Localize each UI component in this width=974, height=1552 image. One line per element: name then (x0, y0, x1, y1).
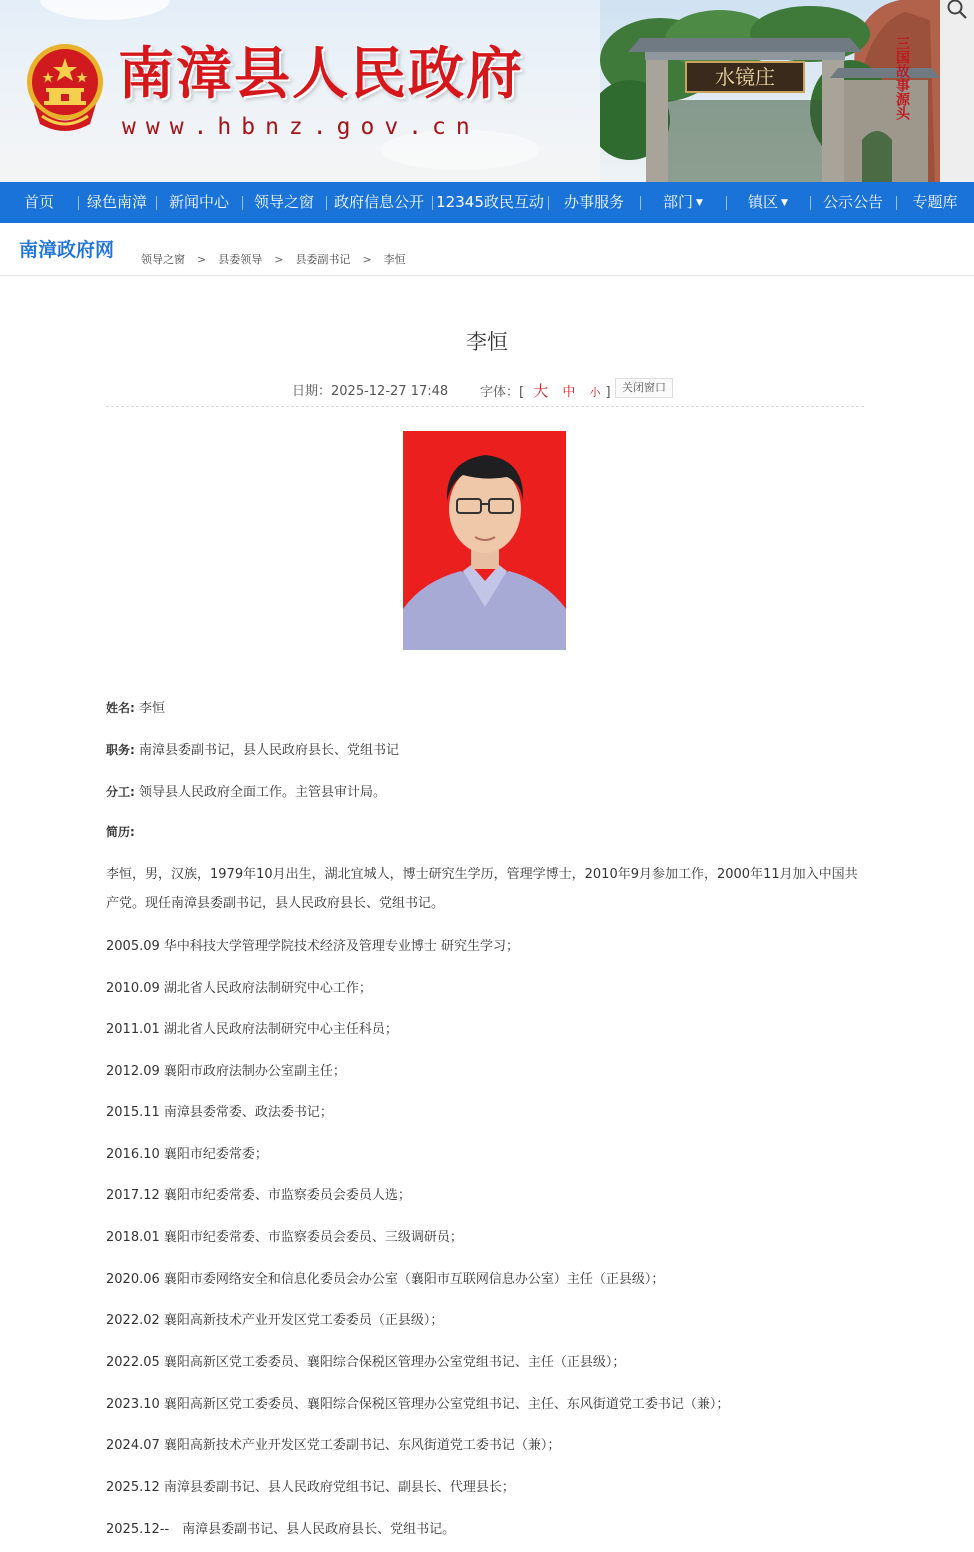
gate-plaque-text: 水镜庄 (715, 65, 775, 89)
resume-item: 2017.12 襄阳市纪委常委、市监察委员会委员人选； (106, 1188, 411, 1203)
resume-label: 简历: (106, 825, 135, 839)
page-title: 李恒 (466, 330, 508, 354)
portrait-photo (403, 431, 566, 650)
resume-item: 2025.12-- 南漳县委副书记、县人民政府县长、党组书记。 (106, 1522, 456, 1537)
breadcrumb (141, 251, 406, 267)
name-value: 李恒 (138, 701, 165, 716)
resume-item: 2005.09 华中科技大学管理学院技术经济及管理专业博士 研究生学习； (106, 939, 520, 954)
font-label: 字体： (480, 385, 520, 400)
site-title: 南漳县人民政府 (118, 41, 524, 107)
caret-down-icon: ▼ (696, 198, 703, 208)
breadcrumb-separator: > (362, 253, 372, 266)
site-name-logo[interactable]: 南漳政府网 (19, 239, 115, 261)
breadcrumb-separator: > (197, 253, 207, 266)
breadcrumb-item[interactable]: 县委领导 (218, 253, 263, 266)
nav-item-services[interactable]: 办事服务 (548, 182, 640, 223)
post-value: 南漳县委副书记，县人民政府县长、党组书记 (138, 743, 399, 758)
resume-item: 2022.05 襄阳高新区党工委委员、襄阳综合保税区管理办公室党组书记、主任（正县级）； (106, 1355, 626, 1370)
side-slogan: 三国故事源头 (894, 36, 910, 120)
font-bracket-close: ] (605, 385, 611, 400)
search-icon[interactable] (946, 0, 968, 22)
nav-item-news-center[interactable]: 新闻中心 (156, 182, 242, 223)
resume-intro: 李恒，男，汉族，1979年10月出生，湖北宜城人，博士研究生学历，管理学博士，2010年9月参加工作，2000年11月加入中国共产党。现任南漳县委副书记，县人民政府县长、党组书记。 (106, 867, 858, 911)
nav-item-green-nanzhang[interactable]: 绿色南漳 (78, 182, 156, 223)
resume-item: 2020.06 襄阳市委网络安全和信息化委员会办公室（襄阳市互联网信息办公室）主任（正县级）； (106, 1272, 665, 1287)
font-medium-button[interactable]: 中 (562, 385, 576, 400)
resume-item: 2012.09 襄阳市政府法制办公室副主任； (106, 1064, 346, 1079)
breadcrumb-item[interactable]: 领导之窗 (141, 253, 185, 266)
date-label: 日期： (292, 384, 332, 399)
font-small-button[interactable]: 小 (589, 386, 601, 399)
name-label: 姓名: (106, 701, 135, 715)
duty-label: 分工: (106, 785, 135, 799)
breadcrumb-current: 李恒 (383, 253, 406, 266)
resume-item: 2010.09 湖北省人民政府法制研究中心工作； (106, 981, 372, 996)
date-value: 2025-12-27 17:48 (331, 384, 449, 399)
duty-value: 领导县人民政府全面工作。主管县审计局。 (138, 785, 386, 800)
caret-down-icon: ▼ (781, 198, 788, 208)
nav-item-gov-info[interactable]: 政府信息公开 (326, 182, 432, 223)
breadcrumb-item[interactable]: 县委副书记 (295, 253, 351, 266)
close-window-button[interactable]: 关闭窗口 (615, 378, 673, 398)
resume-item: 2016.10 襄阳市纪委常委； (106, 1147, 268, 1162)
nav-item-topics[interactable]: 专题库 (896, 182, 974, 223)
main-nav (0, 182, 974, 223)
font-bracket-open: [ (519, 385, 525, 400)
scenic-gate-illustration (600, 0, 974, 182)
resume-item: 2022.02 襄阳高新技术产业开发区党工委委员（正县级）； (106, 1313, 444, 1328)
breadcrumb-separator: > (274, 253, 284, 266)
breadcrumb-bar (0, 223, 974, 276)
profile-duty-row (106, 781, 866, 800)
post-label: 职务: (106, 743, 135, 757)
resume-item: 2015.11 南漳县委常委、政法委书记； (106, 1105, 333, 1120)
font-size-switcher (480, 380, 611, 401)
header-banner (0, 0, 974, 182)
publish-date (292, 380, 448, 399)
font-large-button[interactable]: 大 (533, 382, 549, 400)
profile-post-row (106, 739, 866, 758)
site-url: www.hbnz.gov.cn (122, 114, 480, 140)
resume-item: 2011.01 湖北省人民政府法制研究中心主任科员； (106, 1022, 398, 1037)
nav-item-leaders[interactable]: 领导之窗 (242, 182, 326, 223)
national-emblem-icon (24, 42, 106, 134)
nav-item-departments[interactable]: 部门 ▼ (640, 182, 726, 223)
cloud-decoration (40, 0, 170, 20)
article-meta (0, 378, 974, 398)
meta-divider (106, 406, 864, 407)
resume-item: 2024.07 襄阳高新技术产业开发区党工委副书记、东风街道党工委书记（兼）； (106, 1438, 561, 1453)
resume-item: 2018.01 襄阳市纪委常委、市监察委员会委员、三级调研员； (106, 1230, 463, 1245)
profile-name-row (106, 697, 866, 716)
nav-item-home[interactable]: 首页 (23, 193, 54, 211)
nav-item-12345[interactable]: 12345政民互动 (432, 182, 548, 223)
nav-item-notices[interactable]: 公示公告 (810, 182, 896, 223)
resume-item: 2025.12 南漳县委副书记、县人民政府党组书记、副县长、代理县长； (106, 1480, 515, 1495)
profile-resume-row (106, 823, 866, 840)
nav-item-towns[interactable]: 镇区 ▼ (726, 182, 810, 223)
resume-item: 2023.10 襄阳高新区党工委委员、襄阳综合保税区管理办公室党组书记、主任、东风街道党工委书记（兼）； (106, 1397, 730, 1412)
